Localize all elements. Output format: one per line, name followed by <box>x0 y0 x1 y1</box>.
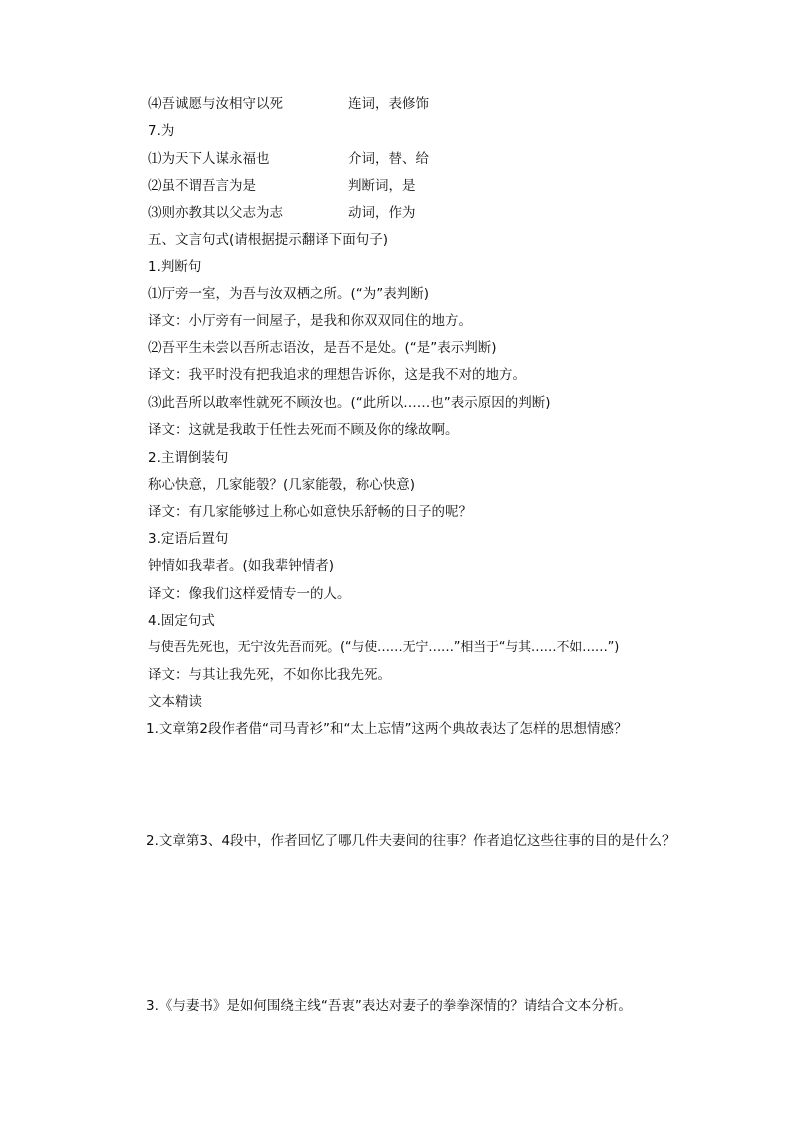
translation-line: 译文：我平时没有把我追求的理想告诉你，这是我不对的地方。 <box>148 367 526 383</box>
translation-line: 译文：有几家能够过上称心如意快乐舒畅的日子的呢？ <box>148 504 472 520</box>
translation-line: 译文：与其让我先死，不如你比我先死。 <box>148 667 391 683</box>
question-1 <box>118 716 683 743</box>
usage-explanation: 连词，表修饰 <box>348 96 429 112</box>
usage-explanation: 介词，替、给 <box>348 151 429 167</box>
usage-row <box>148 95 429 113</box>
usage-explanation: 动词，作为 <box>348 205 416 221</box>
usage-row <box>148 204 416 222</box>
usage-heading <box>148 122 174 140</box>
example-sentence: 钟情如我辈者。(如我辈钟情者) <box>148 558 335 574</box>
question-2 <box>118 828 683 855</box>
translation-line: 译文：小厅旁有一间屋子，是我和你双双同住的地方。 <box>148 313 472 329</box>
usage-example: ⑴为天下人谋永福也 <box>148 151 270 167</box>
subsection-heading: 4.固定句式 <box>148 613 215 629</box>
example-sentence: ⑴厅旁一室，为吾与汝双栖之所。(“为”表判断) <box>148 286 430 302</box>
usage-example: ⑵虽不谓吾言为是 <box>148 178 256 194</box>
usage-example: ⑷吾诚愿与汝相守以死 <box>148 96 283 112</box>
example-sentence: 与使吾先死也，无宁汝先吾而死。(“与使……无宁……”相当于“与其……不如……”) <box>148 640 620 655</box>
section-heading: 文本精读 <box>148 694 202 710</box>
usage-example: ⑶则亦教其以父志为志 <box>148 205 283 221</box>
usage-example: 7.为 <box>148 123 175 139</box>
example-sentence: ⑵吾平生未尝以吾所志语汝，是吾不是处。(“是”表示判断) <box>148 340 497 356</box>
example-sentence: ⑶此吾所以敢率性就死不顾汝也。(“此所以……也”表示原因的判断) <box>148 395 551 411</box>
subsection-heading: 3.定语后置句 <box>148 531 229 547</box>
translation-line: 译文：像我们这样爱情专一的人。 <box>148 586 351 602</box>
section-heading: 五、文言句式(请根据提示翻译下面句子) <box>148 232 389 248</box>
subsection-heading: 1.判断句 <box>148 259 202 275</box>
example-sentence: 称心快意，几家能彀？(几家能彀，称心快意) <box>148 477 416 493</box>
usage-row <box>148 177 416 195</box>
usage-row <box>148 150 429 168</box>
question-3 <box>118 993 683 1020</box>
question-text: 1.文章第2段作者借“司马青衫”和“太上忘情”这两个典故表达了怎样的思想情感？ <box>146 721 628 737</box>
usage-explanation: 判断词，是 <box>348 178 416 194</box>
question-text: 3.《与妻书》是如何围绕主线“吾衷”表达对妻子的拳拳深情的？请结合文本分析。 <box>146 998 632 1014</box>
question-text: 2.文章第3、4段中，作者回忆了哪几件夫妻间的往事？作者追忆这些往事的目的是什么？ <box>146 833 676 849</box>
subsection-heading: 2.主谓倒装句 <box>148 450 229 466</box>
translation-line: 译文：这就是我敢于任性去死而不顾及你的缘故啊。 <box>148 422 459 438</box>
